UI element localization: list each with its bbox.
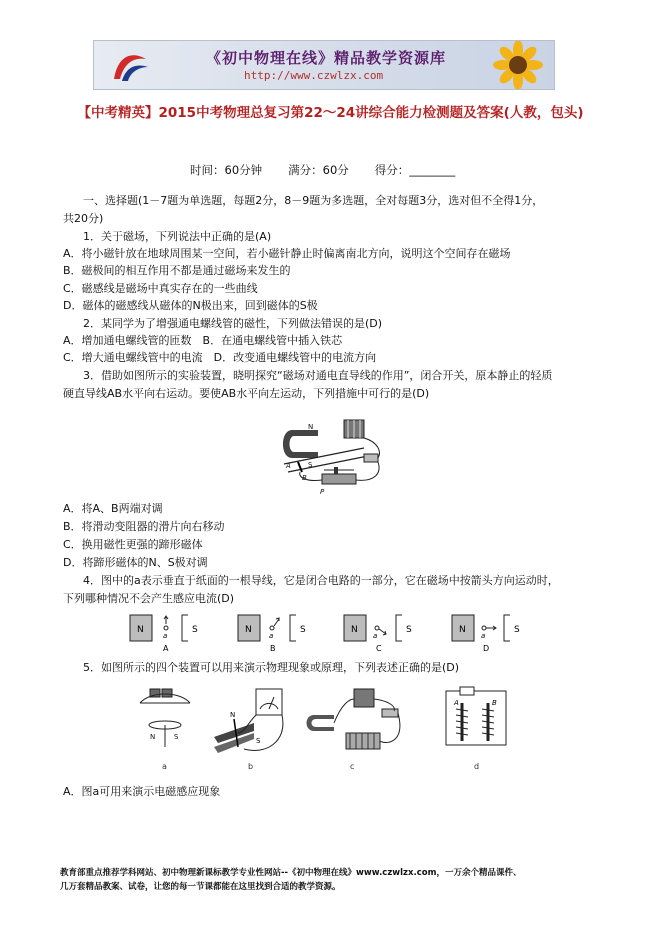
- site-banner: [93, 40, 555, 90]
- q3-stem: 3．借助如图所示的实验装置，晓明探究“磁场对通电直导线的作用”，闭合开关，原本静止的轻质: [83, 369, 553, 382]
- time-limit: 时间：60分钟: [190, 163, 263, 177]
- q2-options-cd: C．增大通电螺线管中的电流 D．改变通电螺线管中的电流方向: [63, 351, 377, 364]
- svg-text:B: B: [492, 699, 497, 707]
- panel-a-s: S: [192, 625, 198, 635]
- panel-d-label: D: [483, 644, 490, 653]
- wire-b-label: B: [302, 474, 307, 482]
- q4-panel-b: [238, 615, 306, 653]
- section1-heading: 一、选择题(1－7题为单选题，每题2分，8－9题为多选题，全对每题3分，选对但不全得1分，: [83, 194, 544, 207]
- q5-figure: [130, 683, 530, 775]
- q5-stem: 5．如图所示的四个装置可以用来演示物理现象或原理，下列表述正确的是(D): [83, 661, 460, 674]
- q3-stem-cont: 硬直导线AB水平向右运动。要使AB水平向左运动，下列措施中可行的是(D): [63, 387, 430, 400]
- q4-panel-d: [452, 615, 520, 653]
- rheostat: [320, 467, 356, 496]
- wire-a-label: A: [286, 462, 291, 470]
- q1-option-c: C．磁感线是磁场中真实存在的一些曲线: [63, 282, 258, 295]
- footer-line-1: 教育部重点推荐学科网站、初中物理新课标教学专业性网站--《初中物理在线》www.czwlzx.com，一万余个精品课件、: [60, 868, 522, 878]
- panel-c-wire: a: [373, 632, 378, 640]
- q1-option-b: B．磁极间的相互作用不都是通过磁场来发生的: [63, 264, 291, 277]
- panel-a-n: N: [137, 625, 144, 635]
- q4-figure: [128, 613, 530, 653]
- q4-stem-cont: 下列哪种情况不会产生感应电流(D): [63, 592, 235, 605]
- q5-figure-a: [140, 689, 190, 771]
- panel-c-n: N: [351, 625, 358, 635]
- battery: [344, 420, 364, 438]
- switch: [364, 454, 378, 462]
- q4-panel-a: [130, 615, 198, 653]
- slider-p-label: P: [320, 488, 325, 496]
- svg-text:S: S: [256, 737, 261, 745]
- banner-title: 《初中物理在线》精品教学资源库: [206, 49, 447, 67]
- q5-caption-c: c: [350, 762, 355, 771]
- panel-b-n: N: [245, 625, 252, 635]
- panel-d-n: N: [459, 625, 466, 635]
- q5-caption-a: a: [162, 762, 167, 771]
- q5-option-a: A．图a可用来演示电磁感应现象: [63, 785, 221, 798]
- panel-b-wire: a: [269, 632, 274, 640]
- svg-text:A: A: [454, 699, 459, 707]
- q5-figure-d: [446, 687, 506, 771]
- panel-a-label: A: [163, 644, 169, 653]
- q5-caption-d: d: [474, 762, 480, 771]
- document-title: 【中考精英】2015中考物理总复习第22～24讲综合能力检测题及答案(人教，包头): [77, 105, 584, 121]
- q2-stem: 2．某同学为了增强通电螺线管的磁性，下列做法错误的是(D): [83, 317, 383, 330]
- q2-options-ab: A．增加通电螺线管的匝数 B．在通电螺线管中插入铁芯: [63, 334, 343, 347]
- panel-c-s: S: [406, 625, 412, 635]
- sunflower-icon: [480, 41, 552, 89]
- q3-option-d: D．将蹄形磁体的N、S极对调: [63, 556, 208, 569]
- horseshoe-magnet: [283, 430, 318, 458]
- panel-b-s: S: [300, 625, 306, 635]
- footer-line-2: 几万套精品教案、试卷，让您的每一节课都能在这里找到合适的教学资源。: [60, 882, 341, 892]
- panel-a-wire: a: [163, 632, 168, 640]
- page-footer: [60, 866, 605, 894]
- q4-stem: 4．图中的a表示垂直于纸面的一根导线，它是闭合电路的一部分，它在磁场中按箭头方向运动时，: [83, 574, 559, 587]
- score-blank: 得分：________: [374, 163, 456, 177]
- site-logo-icon: [108, 45, 152, 85]
- q3-option-b: B．将滑动变阻器的滑片向右移动: [63, 520, 225, 533]
- q1-option-a: A．将小磁针放在地球周围某一空间，若小磁针静止时偏离南北方向，说明这个空间存在磁场: [63, 247, 511, 260]
- panel-b-label: B: [270, 644, 276, 653]
- q3-option-c: C．换用磁性更强的蹄形磁体: [63, 538, 203, 551]
- magnet-s-label: S: [308, 461, 313, 469]
- q5-figure-c: [307, 689, 400, 771]
- q5-figure-b: [214, 689, 283, 771]
- magnet-n-label: N: [308, 423, 314, 431]
- panel-d-s: S: [514, 625, 520, 635]
- panel-d-wire: a: [481, 632, 486, 640]
- q3-option-a: A．将A、B两端对调: [63, 502, 163, 515]
- q4-panel-c: [344, 615, 412, 653]
- panel-c-label: C: [376, 644, 382, 653]
- svg-text:N: N: [230, 711, 236, 719]
- exam-meta: [190, 162, 481, 178]
- q1-stem: 1．关于磁场，下列说法中正确的是(A): [83, 230, 272, 243]
- wire-ab: [298, 462, 302, 472]
- q1-option-d: D．磁体的磁感线从磁体的N极出来，回到磁体的S极: [63, 299, 318, 312]
- svg-text:N: N: [150, 733, 156, 741]
- svg-text:S: S: [174, 733, 179, 741]
- banner-url[interactable]: http://www.czwlzx.com: [244, 69, 384, 82]
- full-score: 满分：60分: [288, 163, 349, 177]
- q5-caption-b: b: [248, 762, 254, 771]
- q3-figure: [278, 412, 388, 498]
- section1-heading-cont: 共20分): [63, 212, 104, 225]
